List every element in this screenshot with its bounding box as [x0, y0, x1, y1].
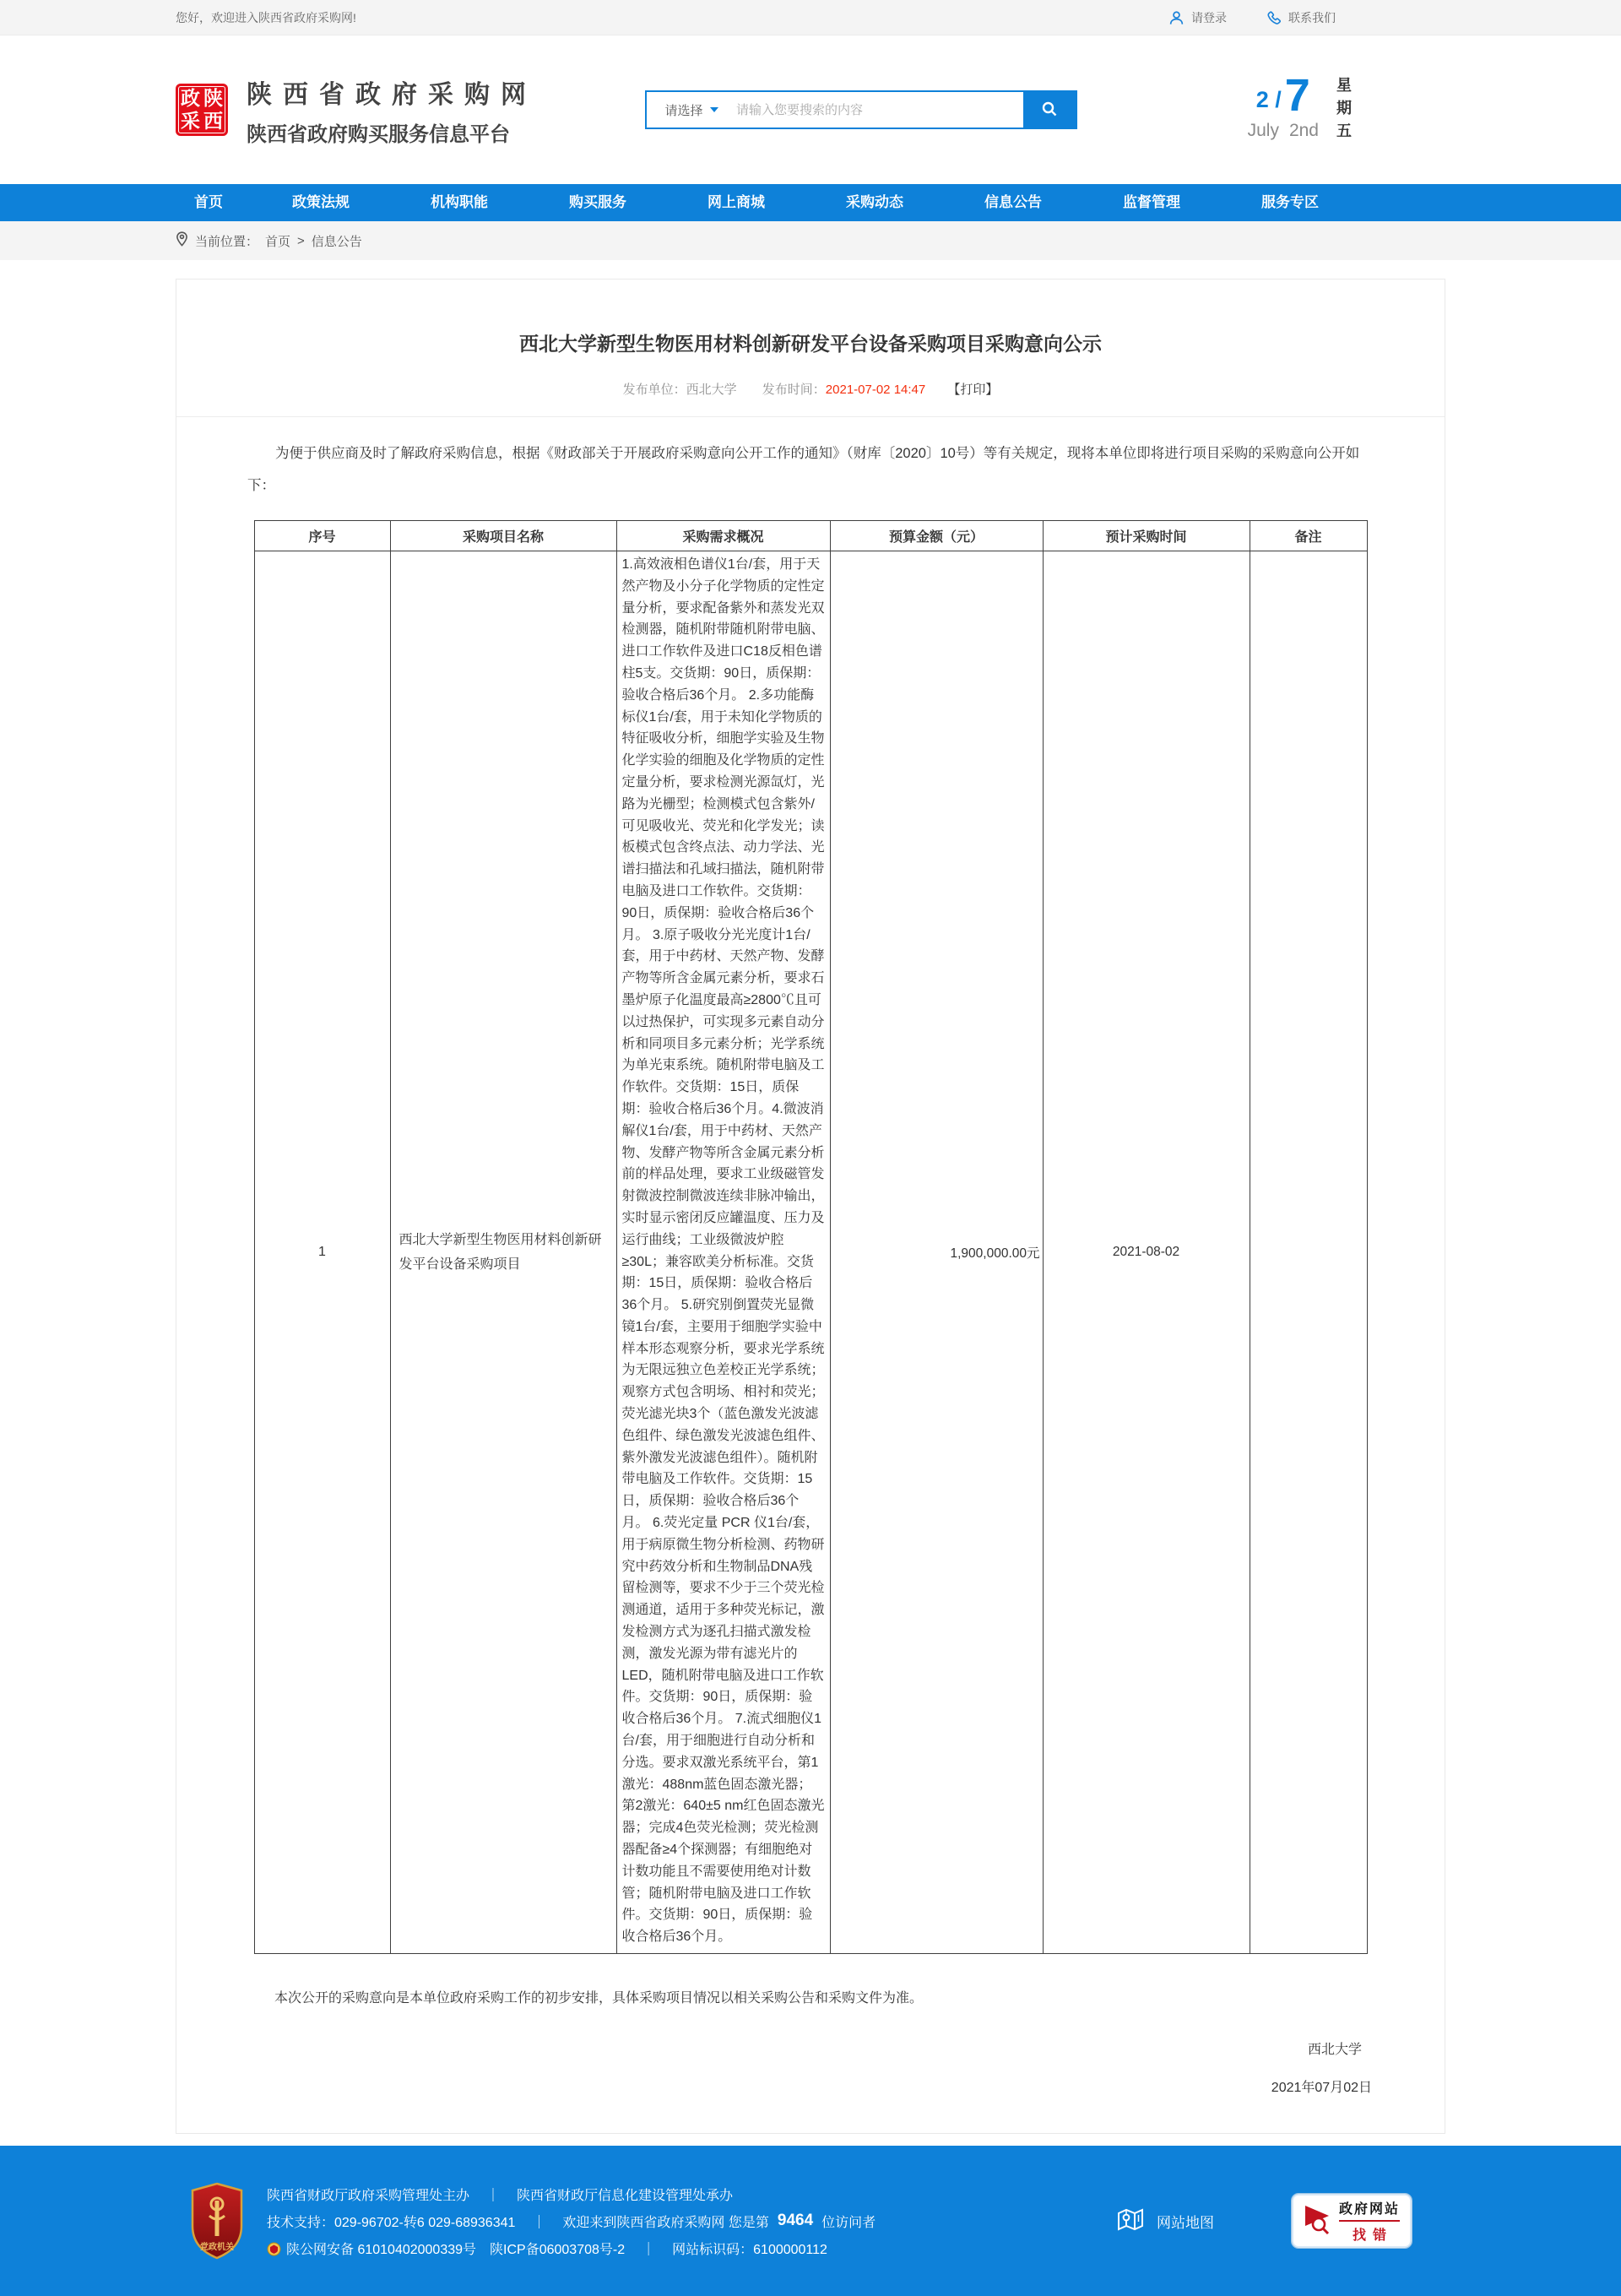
visitor-count: 9464 [777, 2212, 814, 2229]
date-day: 2 / [1255, 86, 1282, 112]
flag-magnifier-icon [1304, 2202, 1332, 2240]
logo-char: 陕 [203, 87, 223, 109]
table-row [254, 551, 1367, 1954]
publish-time-value: 2021-07-02 14:47 [825, 383, 926, 397]
police-beian-link[interactable]: 陕公网安备 61010402000339号 [267, 2239, 476, 2258]
logo-char: 政 [181, 87, 200, 109]
col-header-demand: 采购需求概况 [616, 521, 830, 551]
breadcrumb-label: 当前位置： [195, 234, 259, 249]
login-label: 请登录 [1191, 11, 1227, 24]
breadcrumb-current[interactable]: 信息公告 [311, 234, 362, 249]
svg-text:党政机关: 党政机关 [200, 2243, 234, 2252]
top-utility-bar [0, 0, 1621, 35]
welcome-text: 您好，欢迎进入陕西省政府采购网! [176, 11, 356, 24]
party-gov-badge-icon [189, 2182, 245, 2260]
gov-site-find-error-badge[interactable] [1292, 2194, 1412, 2248]
breadcrumb-home[interactable]: 首页 [265, 234, 291, 249]
map-icon [1114, 2203, 1147, 2239]
article-meta [247, 380, 1374, 398]
nav-item-announcements[interactable]: 信息公告 [984, 194, 1042, 210]
footer-co-organizer: 陕西省财政厅信息化建设管理处承办 [517, 2188, 734, 2203]
site-footer [0, 2146, 1621, 2296]
cell-planned-time: 2021-08-02 [1043, 551, 1250, 1954]
nav-item-home[interactable]: 首页 [194, 194, 223, 210]
contact-label: 联系我们 [1288, 11, 1336, 24]
nav-item-policies[interactable]: 政策法规 [292, 194, 350, 210]
user-icon [1168, 10, 1185, 26]
police-badge-icon [267, 2242, 281, 2256]
publisher-label: 发布单位： [622, 383, 686, 397]
table-header-row [254, 521, 1367, 551]
search-input[interactable] [736, 92, 1023, 128]
article-title: 西北大学新型生物医用材料创新研发平台设备采购项目采购意向公示 [519, 333, 1102, 355]
footer-line-3: 陕公网安备 61010402000339号 陕ICP备06003708号-2 ｜ 网站标识码：6100000112 [267, 2239, 876, 2258]
col-header-name: 采购项目名称 [390, 521, 616, 551]
search-select-label: 请选择 [664, 103, 703, 118]
cell-project-name: 西北大学新型生物医用材料创新研发平台设备采购项目 [390, 551, 616, 1954]
nav-item-online-mall[interactable]: 网上商城 [707, 194, 765, 210]
print-button[interactable]: 【打印】 [947, 383, 999, 397]
signature-org: 西北大学 [1307, 2043, 1362, 2057]
cell-seq: 1 [254, 551, 390, 1954]
closing-paragraph: 本次公开的采购意向是本单位政府采购工作的初步安排，具体采购项目情况以相关采购公告和采购文件为准。 [274, 1991, 924, 2006]
date-month: 7 [1284, 69, 1310, 121]
article-card [176, 279, 1445, 2134]
nav-item-functions[interactable]: 机构职能 [431, 194, 488, 210]
find-error-top-label: 政府网站 [1339, 2198, 1400, 2222]
breadcrumb-separator: > [297, 233, 305, 248]
logo-char: 采 [181, 110, 200, 132]
find-error-bottom-label: 找错 [1352, 2228, 1393, 2243]
site-id-code: 网站标识码：6100000112 [672, 2242, 827, 2257]
breadcrumb-bar [0, 221, 1621, 260]
cell-budget: 1,900,000.00元 [830, 551, 1043, 1954]
intro-paragraph: 为便于供应商及时了解政府采购信息，根据《财政部关于开展政府采购意向公开工作的通知》（财库〔2020〕10号）等有关规定，现将本单位即将进行项目采购的采购意向公开如下： [247, 446, 1360, 493]
sitemap-label: 网站地图 [1157, 2214, 1214, 2231]
date-widget [1247, 69, 1398, 145]
footer-line-2: 技术支持：029-96702-转6 029-68936341 ｜ 欢迎来到陕西省政府采购网 您是第 9464 位访问者 [267, 2212, 876, 2230]
search-box [645, 90, 1077, 129]
publish-time-label: 发布时间： [762, 383, 826, 397]
publisher-value: 西北大学 [686, 383, 737, 397]
demand-text: 1.高效液相色谱仪1台/套，用于天然产物及小分子化学物质的定性定量分析，要求配备紫外和蒸发光双检测器，随机附带随机附带电脑、进口工作软件及进口C18反相色谱柱5支。交货期：90日，质保期：验收合格后36个月。 2.多功能酶标仪1台/套，用于未知化学物质的特征吸收分析，细胞学实验及生物化学实验的细胞及化学物质的定性定量分析，要求检测光源氙灯，光路为光栅型；检测模式包含紫外/可见吸收光、荧光和化学发光；读板模式包含终点法、动力学法、光谱扫描法和孔域扫描法，随机附带电脑及进口工作软件。交货期：90日，质保期：验收合格后36个月。 3.原子吸收分光光度计1台/套，用于中药材、天然产物、发酵产物等所含金属元素分析，要求石墨炉原子化温度最高≥2800℃且可以过热保护，可实现多元素自动分析和同项目多元素分析；光学系统为单光束系统。随机附带电脑及工作软件。交货期：15日，质保期：验收合格后36个月。4.微波消解仪1台/套，用于中药材、天然产物、发酵产物等所含金属元素分析前的样品处理，要求工业级磁管发射微波控制微波连续非脉冲输出，实时显示密闭反应罐温度、压力及运行曲线；工业级微波炉腔≥30L；兼容欧美分析标准。交货期：15日，质保期：验收合格后36个月。 5.研究别倒置荧光显微镜1台/套，主要用于细胞学实验中样本形态观察分析，要求光学系统为无限远独立色差校正光学系统；观察方式包含明场、相衬和荧光；荧光滤光块3个（蓝色激发光波滤色组件、绿色激发光波滤色组件、紫外激发光波滤色组件）。随机附带电脑及工作软件。交货期：15日，质保期：验收合格后36个月。 6.荧光定量 PCR 仪1台/套，用于病原微生物分析检测、药物研究中药效分析和生物制品DNA残留检测等，要求不少于三个荧光检测通道，适用于多种荧光标记，激发检测方式为逐孔扫描式激发检测，激发光源为带有滤光片的LED，随机附带电脑及进口工作软件。交货期：90日，质保期：验收合格后36个月。 7.流式细胞仪1台/套，用于细胞进行自动分析和分选。要求双激光系统平台，第1激光：488nm蓝色固态激光器；第2激光：640±5 nm红色固态激光器；完成4色荧光检测；荧光检测器配备≥4个探测器；有细胞绝对计数功能且不需要使用绝对计数管；随机附带电脑及进口工作软件。交货期：90日，质保期：验收合格后36个月。 [621, 557, 825, 1945]
main-nav [0, 184, 1621, 221]
site-header [0, 35, 1621, 184]
chevron-down-icon [710, 107, 718, 112]
location-pin-icon [176, 231, 188, 250]
site-subtitle: 陕西省政府购买服务信息平台 [247, 122, 510, 146]
footer-visitor-suffix: 位访问者 [821, 2215, 876, 2230]
nav-item-purchase-services[interactable]: 购买服务 [569, 194, 626, 210]
site-title: 陕西省政府采购网 [247, 80, 537, 109]
search-category-select[interactable] [647, 92, 736, 128]
signature-date: 2021年07月02日 [1271, 2081, 1372, 2095]
date-day-ordinal: 2nd [1288, 120, 1319, 140]
date-weekday: 星期五 [1335, 76, 1352, 145]
col-header-time: 预计采购时间 [1043, 521, 1250, 551]
nav-item-supervision[interactable]: 监督管理 [1123, 194, 1180, 210]
footer-visitor-prefix: 欢迎来到陕西省政府采购网 您是第 [562, 2215, 769, 2230]
cell-note [1250, 551, 1367, 1954]
nav-item-service-zone[interactable]: 服务专区 [1261, 194, 1319, 210]
search-button[interactable] [1023, 92, 1076, 128]
footer-tech-support: 技术支持：029-96702-转6 029-68936341 [267, 2215, 516, 2230]
contact-link[interactable] [1266, 9, 1336, 26]
search-icon [1040, 100, 1059, 121]
phone-icon [1266, 10, 1282, 26]
site-logo[interactable] [176, 84, 228, 136]
nav-item-procurement-news[interactable]: 采购动态 [846, 194, 903, 210]
col-header-budget: 预算金额（元） [830, 521, 1043, 551]
footer-organizer: 陕西省财政厅政府采购管理处主办 [267, 2188, 470, 2203]
cell-demand [616, 551, 830, 1954]
col-header-note: 备注 [1250, 521, 1367, 551]
sitemap-link[interactable] [1114, 2203, 1214, 2239]
login-link[interactable] [1168, 9, 1227, 26]
logo-char: 西 [203, 110, 223, 132]
meta-divider [176, 416, 1445, 417]
procurement-table [254, 520, 1368, 1954]
icp-beian: 陕ICP备06003708号-2 [490, 2242, 626, 2257]
col-header-seq: 序号 [254, 521, 390, 551]
footer-line-1: 陕西省财政厅政府采购管理处主办 ｜ 陕西省财政厅信息化建设管理处承办 [267, 2185, 876, 2204]
date-month-name: July [1247, 120, 1279, 140]
